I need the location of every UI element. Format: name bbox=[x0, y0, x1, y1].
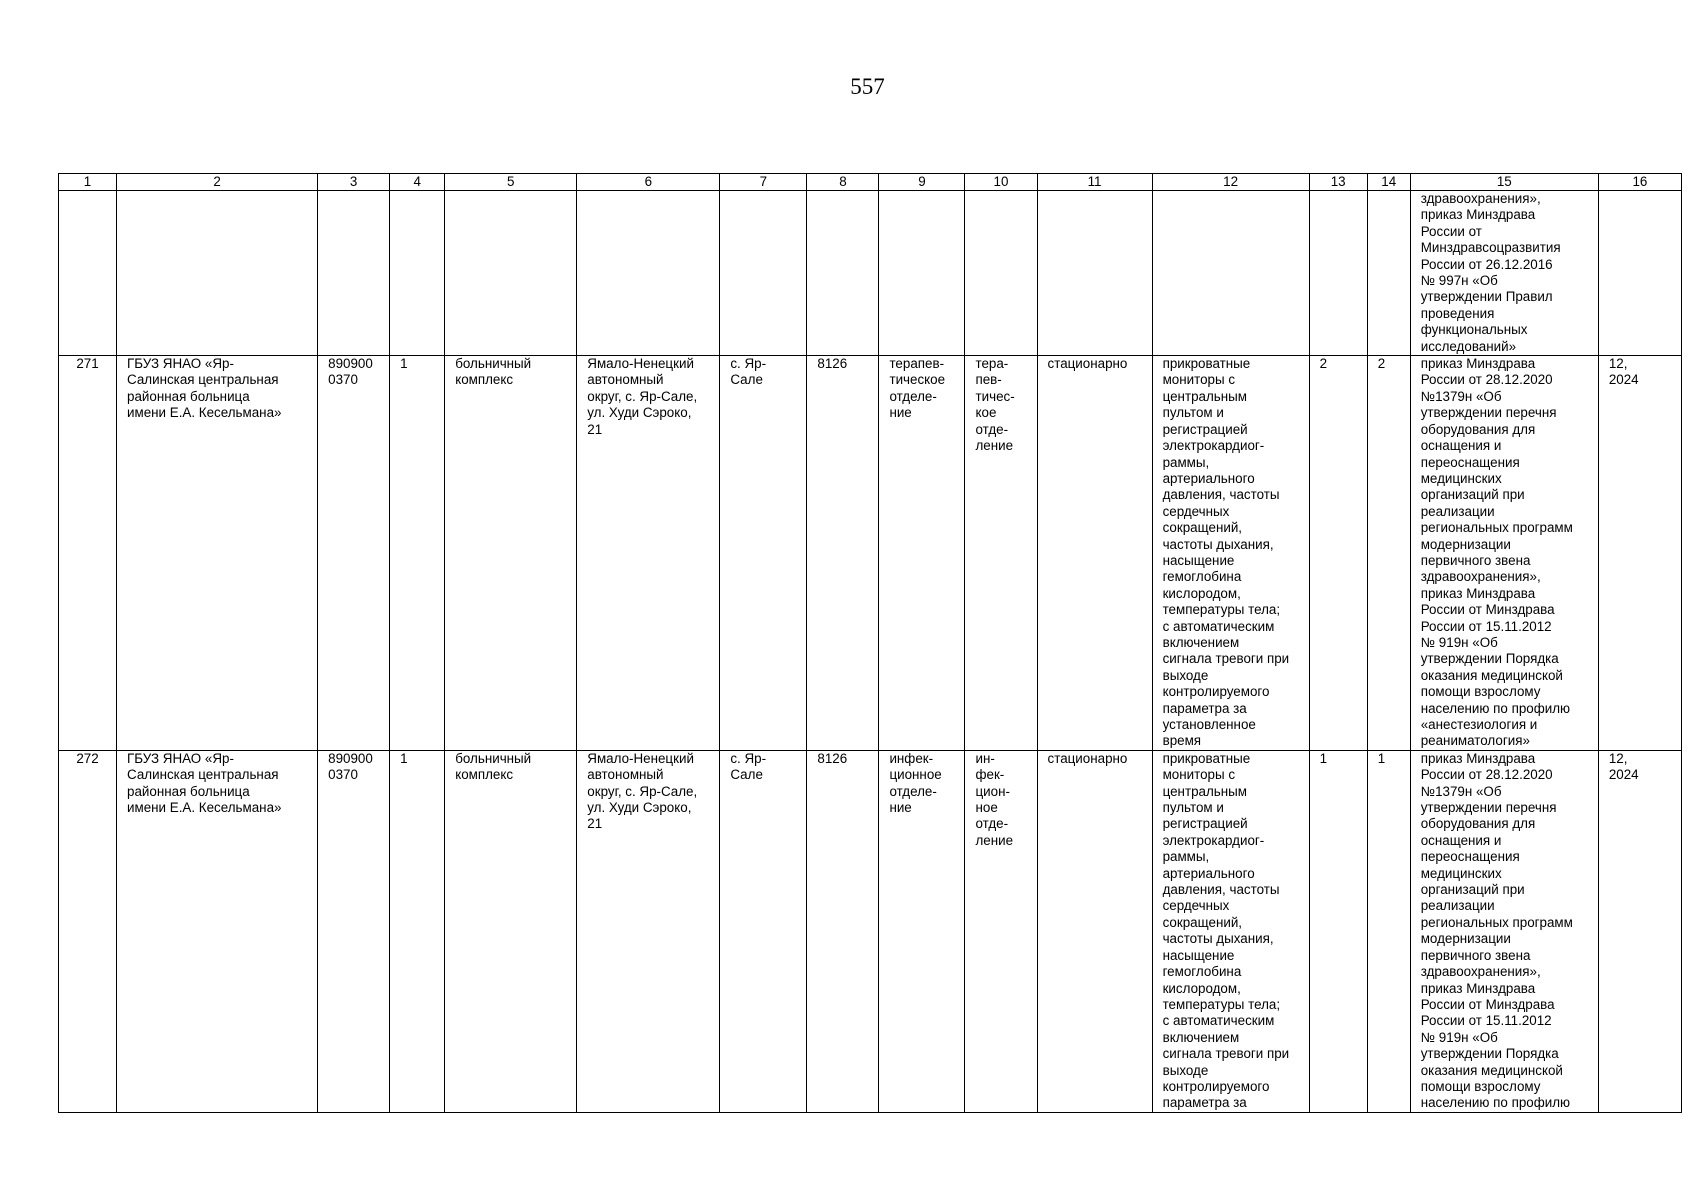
column-header: 9 bbox=[879, 174, 965, 191]
settlement-code-cell: 8126 bbox=[807, 750, 879, 1112]
legal-basis-cell: здравоохранения», приказ Минздрава России от Минздравсоцразвития России от 26.12.2016 № 997н «Об утверждении Правил проведения функциональных исследований» bbox=[1410, 191, 1598, 356]
column-header: 4 bbox=[390, 174, 445, 191]
column-header: 12 bbox=[1152, 174, 1309, 191]
quantity-cell: 1 bbox=[1309, 750, 1367, 1112]
settlement-cell: с. Яр- Сале bbox=[720, 750, 807, 1112]
empty-cell bbox=[117, 191, 318, 356]
deadline-cell: 12, 2024 bbox=[1598, 356, 1681, 751]
empty-cell bbox=[1598, 191, 1681, 356]
empty-cell bbox=[879, 191, 965, 356]
organization-cell: ГБУЗ ЯНАО «Яр- Салинская центральная районная больница имени Е.А. Кесельмана» bbox=[117, 750, 318, 1112]
equipment-table bbox=[58, 173, 1682, 1113]
empty-cell bbox=[445, 191, 577, 356]
empty-cell bbox=[1309, 191, 1367, 356]
building-count-cell: 1 bbox=[390, 356, 445, 751]
row-number-cell: 271 bbox=[59, 356, 117, 751]
code-cell: 890900 0370 bbox=[318, 356, 390, 751]
department-cell: терапев- тическое отделе- ние bbox=[879, 356, 965, 751]
column-header: 15 bbox=[1410, 174, 1598, 191]
quantity-cell: 1 bbox=[1367, 750, 1410, 1112]
column-header: 11 bbox=[1037, 174, 1152, 191]
empty-cell bbox=[1037, 191, 1152, 356]
empty-cell bbox=[577, 191, 720, 356]
legal-basis-cell: приказ Минздрава России от 28.12.2020 №1379н «Об утверждении перечня оборудования для оснащения и переоснащения медицинских организаций при реализации региональных программ модернизации первичного звена здравоохранения», приказ Минздрава России от Минздрава России от 15.11.2012 № 919н «Об утверждении Порядка оказания медицинской помощи взрослому населению по профилю «анестезиология и реаниматология» bbox=[1410, 356, 1598, 751]
empty-cell bbox=[1152, 191, 1309, 356]
organization-cell: ГБУЗ ЯНАО «Яр- Салинская центральная районная больница имени Е.А. Кесельмана» bbox=[117, 356, 318, 751]
department-profile-cell: ин- фек- цион- ное отде- ление bbox=[965, 750, 1037, 1112]
settlement-code-cell: 8126 bbox=[807, 356, 879, 751]
column-header: 1 bbox=[59, 174, 117, 191]
column-header: 2 bbox=[117, 174, 318, 191]
empty-cell bbox=[965, 191, 1037, 356]
address-cell: Ямало-Ненецкий автономный округ, с. Яр-Сале, ул. Худи Сэроко, 21 bbox=[577, 750, 720, 1112]
column-header: 3 bbox=[318, 174, 390, 191]
column-header: 14 bbox=[1367, 174, 1410, 191]
equipment-cell: прикроватные мониторы с центральным пультом и регистрацией электрокардиог- раммы, артериального давления, частоты сердечных сокращений, частоты дыхания, насыщение гемоглобина кислородом, температуры тела; с автоматическим включением сигнала тревоги при выходе контролируемого параметра за bbox=[1152, 750, 1309, 1112]
care-type-cell: стационарно bbox=[1037, 356, 1152, 751]
empty-cell bbox=[318, 191, 390, 356]
building-count-cell: 1 bbox=[390, 750, 445, 1112]
continuation-row bbox=[59, 191, 1682, 356]
table-row bbox=[59, 750, 1682, 1112]
column-header: 13 bbox=[1309, 174, 1367, 191]
department-profile-cell: тера- пев- тичес- кое отде- ление bbox=[965, 356, 1037, 751]
department-cell: инфек- ционное отделе- ние bbox=[879, 750, 965, 1112]
column-header: 16 bbox=[1598, 174, 1681, 191]
quantity-cell: 2 bbox=[1367, 356, 1410, 751]
column-header: 7 bbox=[720, 174, 807, 191]
empty-cell bbox=[59, 191, 117, 356]
building-type-cell: больничный комплекс bbox=[445, 356, 577, 751]
equipment-cell: прикроватные мониторы с центральным пультом и регистрацией электрокардиог- раммы, артериального давления, частоты сердечных сокращений, частоты дыхания, насыщение гемоглобина кислородом, температуры тела; с автоматическим включением сигнала тревоги при выходе контролируемого параметра за установленное время bbox=[1152, 356, 1309, 751]
empty-cell bbox=[720, 191, 807, 356]
row-number-cell: 272 bbox=[59, 750, 117, 1112]
care-type-cell: стационарно bbox=[1037, 750, 1152, 1112]
legal-basis-cell: приказ Минздрава России от 28.12.2020 №1379н «Об утверждении перечня оборудования для оснащения и переоснащения медицинских организаций при реализации региональных программ модернизации первичного звена здравоохранения», приказ Минздрава России от Минздрава России от 15.11.2012 № 919н «Об утверждении Порядка оказания медицинской помощи взрослому населению по профилю bbox=[1410, 750, 1598, 1112]
empty-cell bbox=[807, 191, 879, 356]
column-header: 10 bbox=[965, 174, 1037, 191]
building-type-cell: больничный комплекс bbox=[445, 750, 577, 1112]
address-cell: Ямало-Ненецкий автономный округ, с. Яр-Сале, ул. Худи Сэроко, 21 bbox=[577, 356, 720, 751]
settlement-cell: с. Яр- Сале bbox=[720, 356, 807, 751]
page-number: 557 bbox=[850, 74, 885, 99]
column-header: 5 bbox=[445, 174, 577, 191]
column-header: 6 bbox=[577, 174, 720, 191]
deadline-cell: 12, 2024 bbox=[1598, 750, 1681, 1112]
empty-cell bbox=[1367, 191, 1410, 356]
code-cell: 890900 0370 bbox=[318, 750, 390, 1112]
table-row bbox=[59, 356, 1682, 751]
column-header: 8 bbox=[807, 174, 879, 191]
quantity-cell: 2 bbox=[1309, 356, 1367, 751]
empty-cell bbox=[390, 191, 445, 356]
column-number-row bbox=[59, 174, 1682, 191]
